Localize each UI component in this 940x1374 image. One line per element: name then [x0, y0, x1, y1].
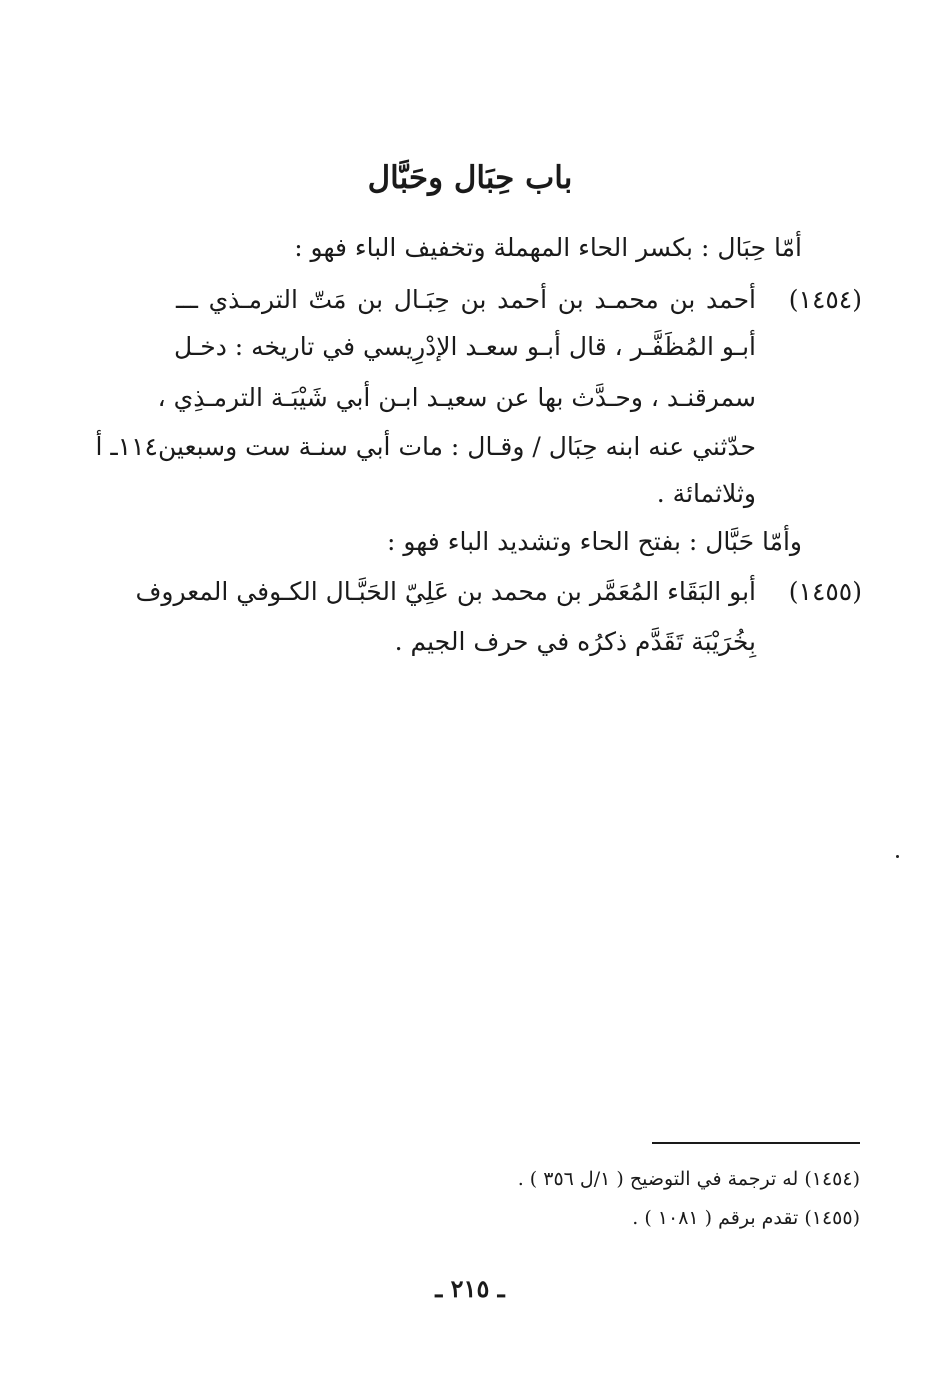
entry-1454-line-5: وثلاثمائة . [656, 479, 756, 508]
section-2-intro: وأمّا حَبَّال : بفتح الحاء وتشديد الباء فهو : [387, 527, 802, 556]
entry-1454-line-3: سمرقنـد ، وحـدَّث بها عن سعيـد ابـن أبي شَيْبَـة الترمـذِي ، [157, 383, 756, 412]
entry-1454-number: (١٤٥٤) [788, 285, 862, 314]
page-number: ـ ٢١٥ ـ [435, 1274, 505, 1303]
chapter-title: باب حِبَال وحَبَّال [367, 160, 573, 196]
footnote-1455: (١٤٥٥) تقدم برقم ( ١٠٨١ ) . [632, 1207, 860, 1229]
scan-speck [896, 855, 899, 858]
entry-1454-line-1: أحمد بن محمـد بن أحمد بن حِبَـال بن مَتّ الترمـذي ـــ [176, 285, 756, 314]
entry-1454-line-4: حدّثني عنه ابنه حِبَال / وقـال : مات أبي سنـة ست وسبعين١١٤ـ أ [95, 432, 756, 461]
footnote-separator [652, 1142, 860, 1144]
entry-1455-line-1: أبو البَقَاء المُعَمَّر بن محمد بن عَلِيّ الحَبَّـال الكـوفي المعروف [135, 577, 756, 606]
footnote-1454: (١٤٥٤) له ترجمة في التوضيح ( ١/ل ٣٥٦ ) . [517, 1168, 860, 1190]
entry-1454-line-2: أبـو المُظَفَّـر ، قال أبـو سعـد الإدْرِيسي في تاريخه : دخـل [173, 332, 756, 361]
section-1-intro: أمّا حِبَال : بكسر الحاء المهملة وتخفيف الباء فهو : [294, 233, 802, 262]
entry-1455-number: (١٤٥٥) [788, 577, 862, 606]
entry-1455-line-2: بِخُرَيْبَة تَقَدَّم ذكرُه في حرف الجيم . [394, 627, 756, 656]
